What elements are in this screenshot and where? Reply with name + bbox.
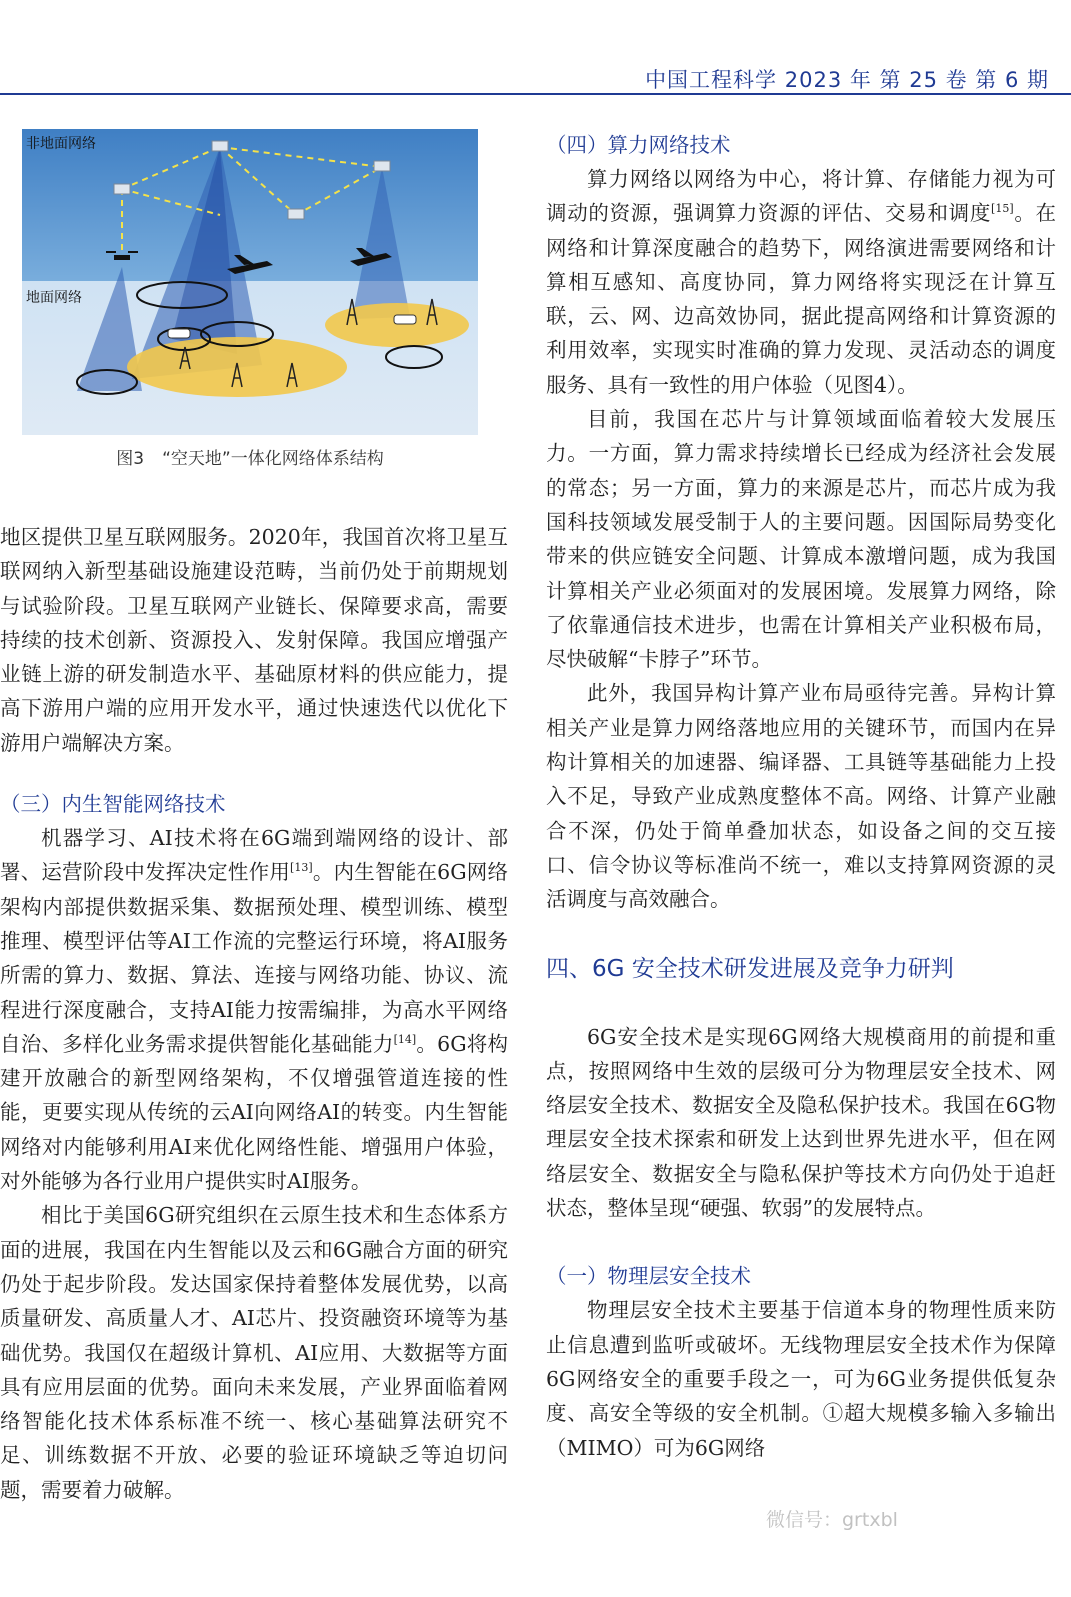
citation: [15] (991, 202, 1014, 216)
paragraph: 物理层安全技术主要基于信道本身的物理性质来防止信息遭到监听或破坏。无线物理层安全技术作为保障6G网络安全的重要手段之一，可为6G业务提供低复杂度、高安全等级的安全机制。①超大规模多输入多输出（MIMO）可为6G网络 (546, 1298, 1056, 1460)
paragraph: 机器学习、AI技术将在6G端到端网络的设计、部署、运营阶段中发挥决定性作用[13]。内生智能在6G网络架构内部提供数据采集、数据预处理、模型训练、模型推理、模型评估等AI工作流的完整运行环境，将AI服务所需的算力、数据、算法、连接与网络功能、协议、流程进行深度融合，支持AI能力按需编排，为高水平网络自治、多样化业务需求提供智能化基础能力[14]。6G将构建开放融合的新型网络架构，不仅增强管道连接的性能，更要实现从传统的云AI向网络AI的转变。内生智能网络对内能够利用AI来优化网络性能、增强用户体验，对外能够为各行业用户提供实时AI服务。 (0, 826, 509, 1194)
watermark: 微信号：grtxbl (766, 1509, 898, 1531)
citation: [14] (393, 1033, 417, 1047)
subsection-heading: （一）物理层安全技术 (546, 1264, 751, 1289)
figure-number: 图3 (116, 449, 145, 469)
figure-title: “空天地”一体化网络体系结构 (162, 449, 384, 469)
paragraph: 相比于美国6G研究组织在云原生技术和生态体系方面的进展，我国在内生智能以及云和6G融合方面的研究仍处于起步阶段。发达国家保持着整体发展优势，以高质量研发、高质量人才、AI芯片、投资融资环境等为基础优势。我国仅在超级计算机、AI应用、大数据等方面具有应用层面的优势。面向未来发展，产业界面临着网络智能化技术体系标准不统一、核心基础算法研究不足、训练数据不开放、必要的验证环境缺乏等迫切问题，需要着力破解。 (0, 1203, 508, 1502)
header-rule (0, 93, 1071, 95)
paragraph: 6G安全技术是实现6G网络大规模商用的前提和重点，按照网络中生效的层级可分为物理层安全技术、网络层安全技术、数据安全及隐私保护技术。我国在6G物理层安全技术探索和研发上达到世界先进水平，但在网络层安全、数据安全与隐私保护等技术方向仍处于追赶状态，整体呈现“硬强、软弱”的发展特点。 (546, 1024, 1056, 1221)
paragraph: 地区提供卫星互联网服务。2020年，我国首次将卫星互联网纳入新型基础设施建设范畴，当前仍处于前期规划与试验阶段。卫星互联网产业链长、保障要求高，需要持续的技术创新、资源投入、发射保障。我国应增强产业链上游的研发制造水平、基础原材料的供应能力，提高下游用户端的应用开发水平，通过快速迭代以优化下游用户端解决方案。 (0, 525, 508, 755)
figure-space-air-ground-network (22, 129, 478, 435)
subsection-heading: （三）内生智能网络技术 (0, 792, 226, 817)
car-icon (394, 315, 416, 324)
right-column (546, 128, 1056, 1465)
satellite-icon (212, 141, 228, 151)
citation: [13] (290, 861, 313, 875)
satellite-icon (374, 161, 390, 171)
subsection-heading: （四）算力网络技术 (546, 133, 731, 157)
left-column (0, 520, 508, 1507)
paragraph: 算力网络以网络为中心，将计算、存储能力视为可调动的资源，强调算力资源的评估、交易和调度[15]。在网络和计算深度融合的趋势下，网络演进需要网络和计算相互感知、高度协同，算力网络将实现泛在计算互联，云、网、边高效协同，据此提高网络和计算资源的利用效率，实现实时准确的算力发现、灵活动态的调度服务、具有一致性的用户体验（见图4）。 (546, 167, 1057, 397)
satellite-icon (114, 184, 130, 194)
coverage-area (325, 303, 469, 347)
section-heading: 四、6G 安全技术研发进展及竞争力研判 (546, 955, 954, 982)
car-icon (168, 329, 190, 338)
journal-running-head: 中国工程科学 2023 年 第 25 卷 第 6 期 (645, 68, 1049, 92)
label-terrestrial: 地面网络 (26, 290, 82, 306)
paragraph: 此外，我国异构计算产业布局亟待完善。异构计算相关产业是算力网络落地应用的关键环节，而国内在异构计算相关的加速器、编译器、工具链等基础能力上投入不足，导致产业成熟度整体不高。网络、计算产业融合不深，仍处于简单叠加状态，如设备之间的交互接口、信令协议等标准尚不统一，难以支持算网资源的灵活调度与高效融合。 (546, 681, 1056, 912)
satellite-icon (288, 209, 304, 219)
figure-caption (22, 444, 478, 469)
network-diagram (22, 129, 478, 435)
label-non-terrestrial: 非地面网络 (26, 136, 96, 152)
paragraph: 目前，我国在芯片与计算领域面临着较大发展压力。一方面，算力需求持续增长已经成为经济社会发展的常态；另一方面，算力的来源是芯片，而芯片成为我国科技领域发展受制于人的主要问题。因国际局势变化带来的供应链安全问题、计算成本激增问题，成为我国计算相关产业必须面对的发展困境。发展算力网络，除了依靠通信技术进步，也需在计算相关产业积极布局，尽快破解“卡脖子”环节。 (546, 407, 1056, 672)
